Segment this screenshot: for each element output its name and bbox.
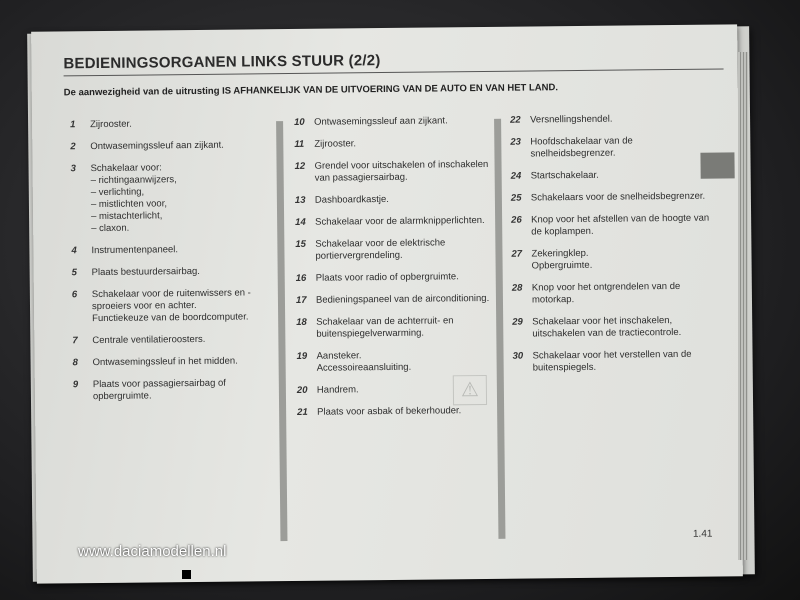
list-item (72, 287, 272, 325)
item-text: Plaats bestuurdersairbag. (91, 265, 200, 279)
column-separator (276, 121, 287, 541)
column-1 (70, 117, 273, 413)
item-text: Instrumentenpaneel. (91, 244, 179, 257)
list-item (511, 213, 711, 239)
item-number: 4 (71, 245, 77, 257)
item-number: 6 (71, 289, 78, 301)
item-number: 30 (512, 350, 524, 362)
item-number: 11 (294, 138, 305, 150)
item-text: Schakelaar voor: – richtingaanwijzers, – verlichting, – mistlichten voor, – mistachterlicht, – claxon. (90, 162, 177, 235)
list-item (296, 293, 496, 307)
item-number: 18 (296, 316, 307, 328)
list-item (296, 349, 496, 375)
black-square (182, 570, 191, 579)
item-text: Schakelaar van de achterruit- en buitenspiegelverwarming. (316, 315, 454, 340)
item-number: 13 (294, 194, 306, 206)
item-text: Plaats voor radio of opbergruimte. (315, 271, 459, 284)
item-number: 29 (512, 316, 523, 328)
list-item (511, 247, 711, 273)
item-number: 25 (510, 192, 522, 204)
item-text: Zijrooster. (314, 138, 357, 150)
item-number: 27 (511, 248, 523, 260)
section-tab (700, 152, 734, 178)
item-number: 9 (72, 379, 79, 391)
item-text: Plaats voor asbak of bekerhouder. (317, 405, 462, 418)
list-item (296, 271, 496, 285)
item-number: 7 (72, 335, 78, 347)
item-text: Zekeringklep. Opbergruimte. (531, 247, 593, 272)
item-text: Handrem. (316, 384, 359, 396)
item-number: 23 (510, 136, 521, 148)
item-text: Startschakelaar. (530, 169, 599, 182)
item-text: Ontwasemingssleuf aan zijkant. (90, 139, 224, 153)
item-text: Plaats voor passagiersairbag of opbergruimte. (92, 377, 226, 403)
list-item (295, 215, 495, 229)
list-item (295, 237, 495, 263)
list-item (73, 377, 273, 403)
item-text: Versnellingshendel. (530, 113, 613, 126)
item-text: Grendel voor uitschakelen of inschakelen van passagiersairbag. (314, 158, 489, 184)
item-text: Schakelaar voor het verstellen van de buitenspiegels. (532, 348, 692, 374)
item-number: 3 (70, 163, 76, 175)
item-number: 22 (510, 114, 521, 126)
list-item (294, 115, 494, 129)
item-text: Hoofdschakelaar van de snelheidsbegrenzer. (530, 135, 633, 160)
item-text: Ontwasemingssleuf aan zijkant. (314, 115, 448, 128)
item-number: 17 (295, 294, 307, 306)
list-item (294, 159, 494, 185)
page-stack (738, 52, 748, 560)
list-item (72, 333, 272, 347)
item-text: Schakelaar voor het inschakelen, uitschakelen van de tractiecontrole. (532, 315, 682, 340)
page-subtitle: De aanwezigheid van de uitrusting IS AFHANKELIJK VAN DE UITVOERING VAN DE AUTO EN VAN HET LAND. (63, 82, 559, 99)
item-number: 12 (294, 160, 306, 172)
item-number: 5 (71, 267, 78, 279)
list-item (73, 355, 273, 369)
item-text: Knop voor het ontgrendelen van de motorkap. (531, 280, 681, 306)
manual-page (31, 24, 743, 583)
list-item (295, 193, 495, 207)
item-number: 2 (70, 141, 76, 153)
list-item (72, 265, 272, 279)
list-item (510, 113, 710, 127)
list-item (70, 139, 270, 153)
item-number: 24 (510, 170, 522, 182)
list-item (71, 243, 271, 257)
item-number: 21 (297, 406, 308, 418)
list-item (71, 161, 272, 235)
list-item (511, 169, 711, 183)
item-number: 14 (295, 216, 306, 228)
item-number: 10 (294, 116, 305, 128)
list-item (512, 281, 712, 307)
page-title: BEDIENINGSORGANEN LINKS STUUR (2/2) (63, 52, 381, 73)
item-text: Zijrooster. (90, 118, 132, 131)
item-text: Centrale ventilatieroosters. (92, 333, 206, 347)
list-item (70, 117, 270, 131)
list-item (297, 405, 497, 419)
item-text: Ontwasemingssleuf in het midden. (92, 355, 238, 369)
item-number: 15 (295, 238, 307, 250)
item-text: Schakelaar voor de alarmknipperlichten. (315, 214, 485, 228)
item-number: 20 (296, 384, 308, 396)
item-text: Bedieningspaneel van de airconditioning. (315, 292, 490, 306)
list-item (296, 315, 496, 341)
watermark: www.daciamodellen.nl (78, 543, 227, 560)
item-text: Schakelaar voor de elektrische portiervergrendeling. (315, 237, 446, 262)
item-text: Schakelaars voor de snelheidsbegrenzer. (530, 190, 706, 204)
list-item (510, 135, 710, 161)
page-number: 1.41 (692, 528, 713, 540)
item-number: 16 (295, 272, 307, 284)
item-text: Dashboardkastje. (314, 193, 389, 206)
item-text: Schakelaar voor de ruitenwissers en -sproeiers voor en achter. Functiekeuze van de boordcomputer. (91, 287, 251, 325)
list-item (294, 137, 494, 151)
column-3 (510, 113, 713, 385)
list-item (512, 349, 712, 375)
item-text: Aansteker. Accessoireaansluiting. (316, 350, 412, 374)
item-number: 28 (511, 282, 523, 294)
item-text: Knop voor het afstellen van de hoogte van de koplampen. (531, 212, 710, 238)
item-number: 19 (296, 350, 308, 362)
warning-icon: ⚠ (453, 375, 487, 405)
item-number: 8 (72, 357, 78, 369)
item-number: 26 (511, 214, 522, 226)
list-item (511, 191, 711, 205)
list-item (512, 315, 712, 341)
item-number: 1 (70, 119, 76, 131)
